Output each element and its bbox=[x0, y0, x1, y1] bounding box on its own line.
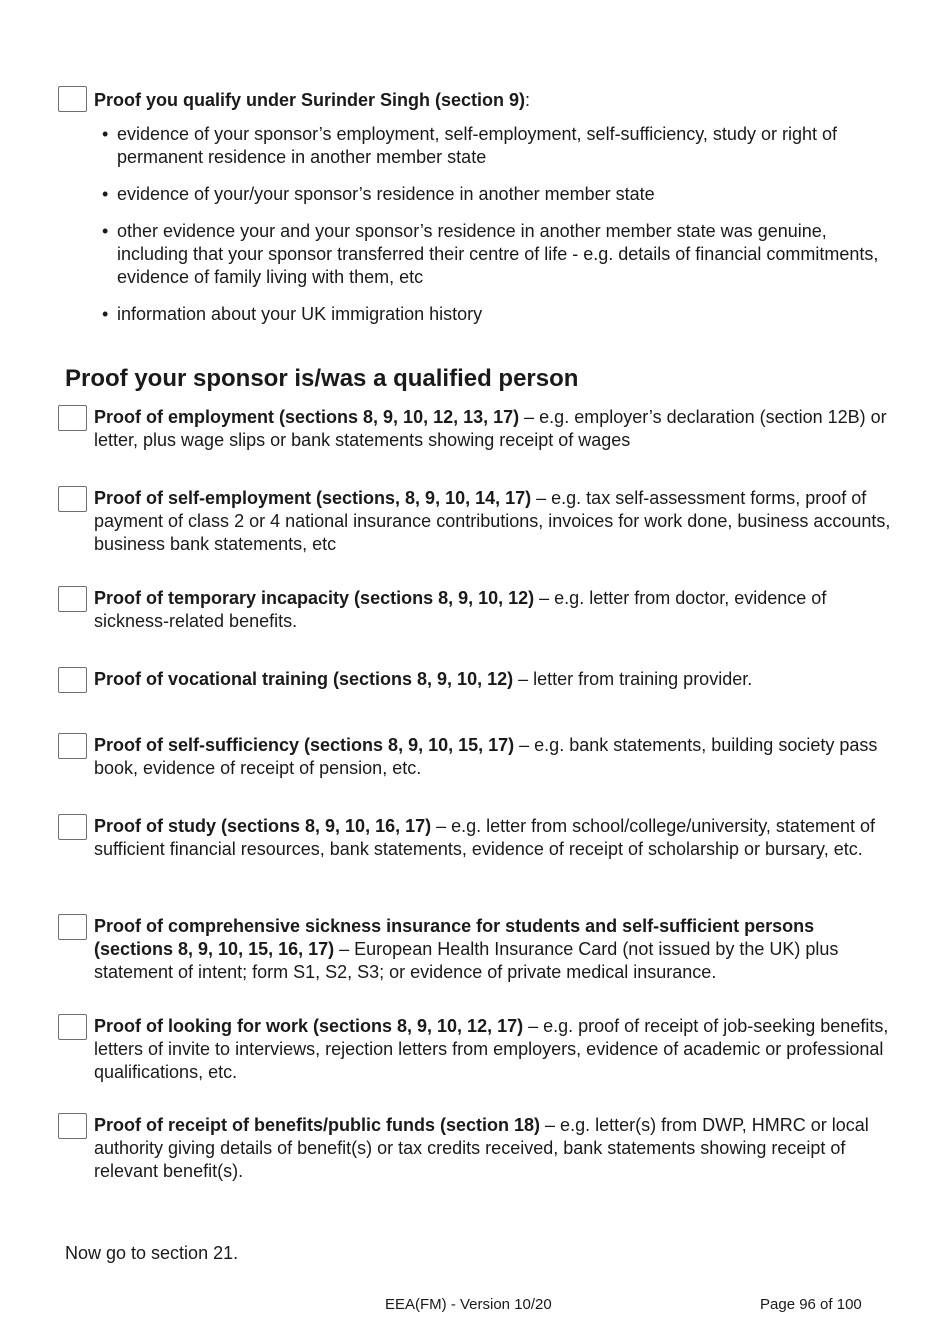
checkbox-looking-for-work[interactable] bbox=[58, 1014, 87, 1040]
checklist-item-title: Proof of employment (sections 8, 9, 10, 12, 13, 17) bbox=[94, 407, 520, 427]
list-item-text: other evidence your and your sponsor’s residence in another member state was genuine, including that your sponsor transferred their centre of life - e.g. details of financial commitments, evidence of family living with them, etc bbox=[117, 221, 879, 287]
list-item bbox=[102, 220, 892, 289]
section-heading: Proof your sponsor is/was a qualified person bbox=[65, 365, 579, 392]
footer-page-number: Page 96 of 100 bbox=[760, 1296, 862, 1313]
bullet-icon: • bbox=[102, 221, 109, 241]
checklist-item-description: – e.g. letter(s) from DWP, HMRC or local authority giving details of benefit(s) or tax credits received, bank statements showing receipt of relevant benefit(s). bbox=[94, 1115, 869, 1181]
next-section-instruction: Now go to section 21. bbox=[65, 1243, 239, 1263]
checklist-item-label bbox=[94, 668, 894, 691]
bullet-icon: • bbox=[102, 304, 109, 324]
checklist-item-description: – e.g. letter from school/college/university, statement of sufficient financial resources, bank statements, evidence of receipt of scholarship or bursary, etc. bbox=[94, 816, 875, 859]
checklist-item-label bbox=[94, 734, 894, 780]
surinder-evidence-list bbox=[102, 123, 892, 340]
checklist-item-label bbox=[94, 1114, 894, 1183]
checklist-item-title: Proof of receipt of benefits/public funds (section 18) bbox=[94, 1115, 541, 1135]
checklist-item-description: – e.g. tax self-assessment forms, proof of payment of class 2 or 4 national insurance contributions, invoices for work done, business accounts, business bank statements, etc bbox=[94, 488, 891, 554]
list-item-text: evidence of your/your sponsor’s residence in another member state bbox=[117, 184, 655, 204]
checkbox-benefits[interactable] bbox=[58, 1113, 87, 1139]
checklist-item-description: – letter from training provider. bbox=[513, 669, 753, 689]
checklist-item-suffix: : bbox=[525, 90, 531, 110]
checklist-item-label bbox=[94, 89, 894, 112]
bullet-icon: • bbox=[102, 124, 109, 144]
checklist-item-title: Proof of comprehensive sickness insurance for students and self-sufficient persons (sections 8, 9, 10, 15, 16, 17) bbox=[94, 916, 815, 959]
checklist-item-title: Proof of self-sufficiency (sections 8, 9, 10, 15, 17) bbox=[94, 735, 515, 755]
checklist-item-title: Proof you qualify under Surinder Singh (section 9) bbox=[94, 90, 526, 110]
checkbox-self-sufficiency[interactable] bbox=[58, 733, 87, 759]
checklist-item-title: Proof of self-employment (sections, 8, 9, 10, 14, 17) bbox=[94, 488, 532, 508]
list-item bbox=[102, 303, 892, 326]
checklist-item-title: Proof of looking for work (sections 8, 9, 10, 12, 17) bbox=[94, 1016, 524, 1036]
checklist-item-title: Proof of study (sections 8, 9, 10, 16, 17) bbox=[94, 816, 432, 836]
checkbox-surinder-singh[interactable] bbox=[58, 86, 87, 112]
checklist-item-label bbox=[94, 487, 894, 556]
checklist-item-label bbox=[94, 815, 894, 861]
bullet-icon: • bbox=[102, 184, 109, 204]
list-item-text: information about your UK immigration history bbox=[117, 304, 483, 324]
checklist-item-description: – e.g. bank statements, building society pass book, evidence of receipt of pension, etc. bbox=[94, 735, 878, 778]
checkbox-sickness-insurance[interactable] bbox=[58, 914, 87, 940]
checklist-item-description: – e.g. proof of receipt of job-seeking benefits, letters of invite to interviews, rejection letters from employers, evidence of academic or professional qualifications, etc. bbox=[94, 1016, 889, 1082]
checklist-item-label bbox=[94, 406, 894, 452]
checkbox-temporary-incapacity[interactable] bbox=[58, 586, 87, 612]
checklist-item-description: – e.g. letter from doctor, evidence of sickness-related benefits. bbox=[94, 588, 827, 631]
checklist-item-label bbox=[94, 1015, 894, 1084]
checklist-item-label bbox=[94, 587, 894, 633]
list-item bbox=[102, 183, 892, 206]
checklist-item-description: – European Health Insurance Card (not issued by the UK) plus statement of intent; form S1, S2, S3; or evidence of private medical insurance. bbox=[94, 939, 839, 982]
checklist-item-description: – e.g. employer’s declaration (section 12B) or letter, plus wage slips or bank statements showing receipt of wages bbox=[94, 407, 887, 450]
checkbox-employment[interactable] bbox=[58, 405, 87, 431]
footer-version: EEA(FM) - Version 10/20 bbox=[385, 1296, 552, 1313]
checklist-item-title: Proof of vocational training (sections 8, 9, 10, 12) bbox=[94, 669, 514, 689]
list-item bbox=[102, 123, 892, 169]
checklist-item-label bbox=[94, 915, 894, 984]
checkbox-self-employment[interactable] bbox=[58, 486, 87, 512]
checkbox-vocational-training[interactable] bbox=[58, 667, 87, 693]
list-item-text: evidence of your sponsor’s employment, self-employment, self-sufficiency, study or right of permanent residence in another member state bbox=[117, 124, 837, 167]
checklist-item-title: Proof of temporary incapacity (sections 8, 9, 10, 12) bbox=[94, 588, 535, 608]
checkbox-study[interactable] bbox=[58, 814, 87, 840]
